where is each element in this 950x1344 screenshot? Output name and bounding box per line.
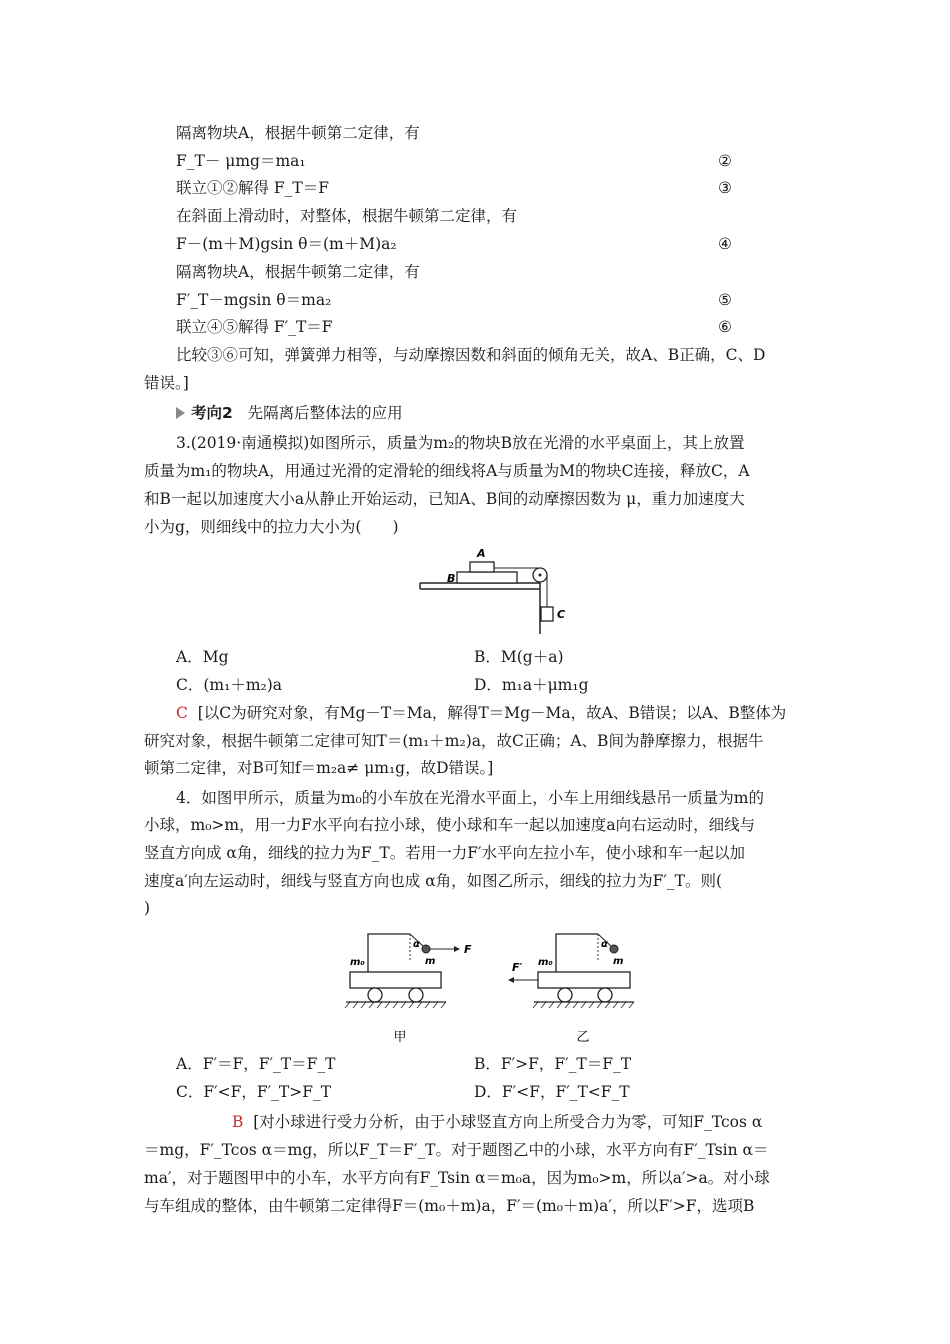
q4-text-line: 速度a′向左运动时，细线与竖直方向也成 α角，如图乙所示，细线的拉力为F′_T。则( bbox=[144, 872, 723, 890]
solution-line-5: F－(m＋M)gsin θ＝(m＋M)a₂ bbox=[176, 235, 397, 253]
q4-text-line: 小球，m₀>m，用一力F水平向右拉小球，使小球和车一起以加速度a向右运动时，细线与 bbox=[144, 816, 756, 834]
q3-answer: C bbox=[176, 704, 188, 722]
q4-option-b: B．F′>F，F′_T＝F_T bbox=[474, 1055, 632, 1073]
m0-label: m₀ bbox=[350, 957, 365, 968]
q4-explanation-line: ＝mg，F′_Tcos α＝mg，所以F_T＝F′_T。对于题图乙中的小球，水平方向有F′_Tsin α＝ bbox=[144, 1141, 769, 1159]
q4-explanation-line bbox=[232, 1111, 762, 1133]
q3-text-line: 质量为m₁的物块A，用通过光滑的定滑轮的细线将A与质量为M的物块C连接，释放C，A bbox=[144, 462, 750, 480]
fp-label: F′ bbox=[512, 961, 523, 974]
equation-number: ⑤ bbox=[718, 291, 732, 309]
solution-line-8: 联立④⑤解得 F′_T＝F bbox=[176, 318, 333, 336]
section-title: 先隔离后整体法的应用 bbox=[247, 404, 403, 422]
q4-text-line: 4．如图甲所示，质量为m₀的小车放在光滑水平面上，小车上用细线悬吊一质量为m的 bbox=[176, 789, 764, 807]
caption-jia: 甲 bbox=[393, 1030, 407, 1045]
m-label: m bbox=[613, 956, 624, 967]
q3-text-line: 小为g，则细线中的拉力大小为( ) bbox=[144, 518, 399, 536]
q3-explanation-line bbox=[176, 702, 786, 724]
solution-line-10: 错误。] bbox=[144, 374, 189, 392]
equation-number: ④ bbox=[718, 235, 732, 253]
solution-line-1: 隔离物块A，根据牛顿第二定律，有 bbox=[176, 124, 420, 142]
solution-line-4: 在斜面上滑动时，对整体，根据牛顿第二定律，有 bbox=[176, 207, 518, 225]
m0-label: m₀ bbox=[538, 957, 553, 968]
q4-explanation-line: ma′，对于题图甲中的小车，水平方向有F_Tsin α＝m₀a，因为m₀>m，所以a′>a。对小球 bbox=[144, 1169, 770, 1187]
fig-label-b: B bbox=[447, 572, 456, 585]
equation-number: ② bbox=[718, 152, 732, 170]
f-label: F bbox=[464, 943, 472, 956]
section-label: 考向2 bbox=[191, 404, 233, 422]
fig-label-a: A bbox=[477, 547, 486, 560]
section-header bbox=[176, 402, 403, 424]
alpha-label: α bbox=[413, 939, 420, 950]
solution-line-6: 隔离物块A，根据牛顿第二定律，有 bbox=[176, 263, 420, 281]
q3-text-line: 和B一起以加速度大小a从静止开始运动，已知A、B间的动摩擦因数为 μ，重力加速度大 bbox=[144, 490, 745, 508]
q3-explanation-text: [以C为研究对象，有Mg－T＝Ma，解得T＝Mg－Ma，故A、B错误；以A、B整体为 bbox=[197, 704, 787, 722]
q4-answer: B bbox=[232, 1113, 244, 1131]
q3-explanation-line: 研究对象，根据牛顿第二定律可知T＝(m₁＋m₂)a，故C正确；A、B间为静摩擦力，根据牛 bbox=[144, 732, 764, 750]
caption-yi: 乙 bbox=[576, 1030, 590, 1045]
figure-yi bbox=[508, 934, 634, 1045]
solution-line-2: F_T－ μmg＝ma₁ bbox=[176, 152, 306, 170]
q4-text-line: 竖直方向成 α角，细线的拉力为F_T。若用一力F′水平向左拉小车，使小球和车一起以加 bbox=[144, 844, 746, 862]
q3-explanation-line: 顿第二定律，对B可知f＝m₂a≠ μm₁g，故D错误。] bbox=[144, 759, 494, 777]
figure-jia bbox=[345, 934, 472, 1045]
q4-explanation-text: [对小球进行受力分析，由于小球竖直方向上所受合力为零，可知F_Tcos α bbox=[253, 1113, 763, 1131]
q4-option-c: C．F′<F，F′_T>F_T bbox=[176, 1083, 332, 1101]
alpha-label: α bbox=[601, 939, 608, 950]
q4-cart-figure bbox=[340, 922, 640, 1050]
q3-option-c: C．(m₁＋m₂)a bbox=[176, 676, 283, 694]
q4-option-d: D．F′<F，F′_T<F_T bbox=[474, 1083, 630, 1101]
q3-pulley-figure bbox=[415, 544, 590, 639]
q4-explanation-line: 与车组成的整体，由牛顿第二定律得F＝(m₀＋m)a，F′＝(m₀＋m)a′，所以F′>F，选项B bbox=[144, 1197, 755, 1215]
q3-option-a: A．Mg bbox=[176, 648, 229, 666]
fig-label-c: C bbox=[557, 608, 566, 621]
equation-number: ⑥ bbox=[718, 318, 732, 336]
solution-line-7: F′_T－mgsin θ＝ma₂ bbox=[176, 291, 332, 309]
m-label: m bbox=[425, 956, 436, 967]
solution-line-3: 联立①②解得 F_T＝F bbox=[176, 179, 330, 197]
triangle-bullet-icon bbox=[176, 407, 185, 419]
q3-option-d: D．m₁a＋μm₁g bbox=[474, 676, 589, 694]
q4-text-line: ) bbox=[144, 899, 151, 917]
equation-number: ③ bbox=[718, 179, 732, 197]
solution-line-9: 比较③⑥可知，弹簧弹力相等，与动摩擦因数和斜面的倾角无关，故A、B正确，C、D bbox=[176, 346, 766, 364]
q3-option-b: B．M(g＋a) bbox=[474, 648, 564, 666]
q4-option-a: A．F′＝F，F′_T＝F_T bbox=[176, 1055, 336, 1073]
q3-text-line: 3.(2019·南通模拟)如图所示，质量为m₂的物块B放在光滑的水平桌面上，其上放置 bbox=[176, 434, 745, 452]
